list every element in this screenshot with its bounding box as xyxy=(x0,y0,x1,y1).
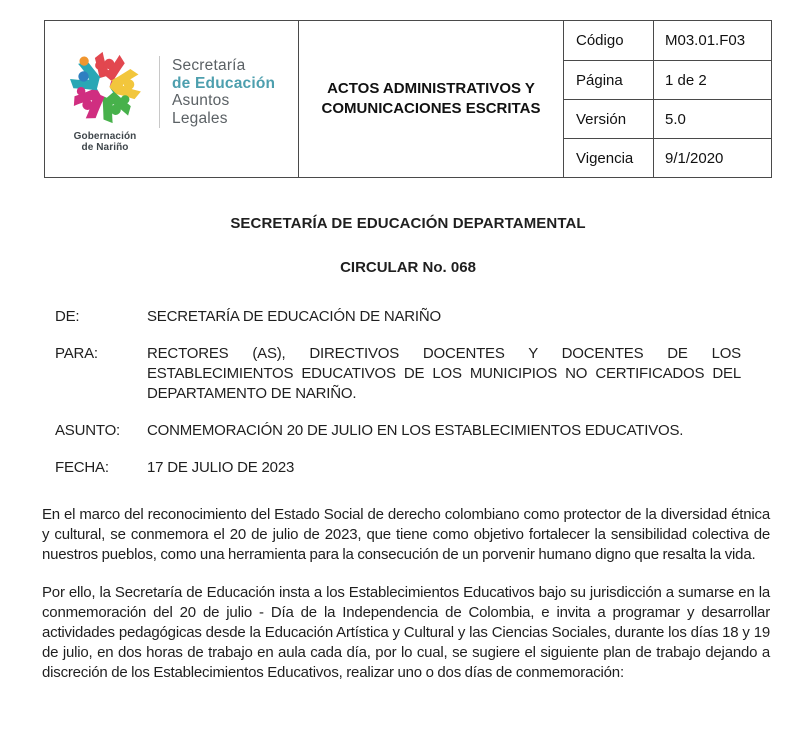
logo-divider xyxy=(159,56,160,128)
document-title: SECRETARÍA DE EDUCACIÓN DEPARTAMENTAL xyxy=(230,215,586,232)
entity-line-legales: Legales xyxy=(172,109,228,127)
field-value-fecha: 17 DE JULIO DE 2023 xyxy=(147,459,295,476)
logo-caption xyxy=(74,131,137,153)
gobernacion-nariño-star-logo-icon xyxy=(60,45,150,129)
entity-line-secretaria: Secretaría xyxy=(172,57,246,74)
field-label-asunto: ASUNTO: xyxy=(55,422,121,439)
meta-label-vigencia: Vigencia xyxy=(563,138,653,177)
meta-value-version: 5.0 xyxy=(653,99,771,138)
header-table xyxy=(44,20,772,178)
entity-line-asuntos: Asuntos xyxy=(172,92,230,109)
logo-caption-line2: de Nariño xyxy=(81,142,129,153)
meta-value-vigencia: 9/1/2020 xyxy=(653,138,771,177)
field-row-asunto xyxy=(55,421,741,441)
entity-line-de-educacion: de Educación xyxy=(172,74,276,92)
field-value-para: RECTORES (AS), DIRECTIVOS DOCENTES Y DOCENTES DE LOS ESTABLECIMIENTOS EDUCATIVOS DE LOS MUNICIPIOS NO CERTIFICADOS DEL DEPARTAMENTO DE NARIÑO. xyxy=(147,345,741,402)
meta-label-pagina: Página xyxy=(563,60,653,99)
memo-fields xyxy=(55,307,741,478)
body-paragraph-2: Por ello, la Secretaría de Educación insta a los Establecimientos Educativos bajo su jurisdicción a sumarse en la conmemoración del 20 de julio - Día de la Independencia de Colombia, e invita a programar y desarrollar actividades pedagógicas desde la Educación Artística y Cultural y las Ciencias Sociales, durante los días 18 y 19 de julio, en dos horas de trabajo en aula cada día, por lo cual, se sugiere el siguiente plan de trabajo dejando a discreción de los Establecimientos Educativos, realizar uno o dos días de conmemoración: xyxy=(42,584,770,681)
logo-block xyxy=(55,45,155,153)
field-value-de: SECRETARÍA DE EDUCACIÓN DE NARIÑO xyxy=(147,308,442,325)
meta-value-codigo: M03.01.F03 xyxy=(653,21,771,60)
meta-label-version: Versión xyxy=(563,99,653,138)
field-label-fecha: FECHA: xyxy=(55,459,109,476)
entity-name-block xyxy=(172,57,275,127)
field-value-asunto: CONMEMORACIÓN 20 DE JULIO EN LOS ESTABLECIMIENTOS EDUCATIVOS. xyxy=(147,422,684,439)
logo-caption-line1: Gobernación xyxy=(73,131,137,142)
form-title: ACTOS ADMINISTRATIVOS Y COMUNICACIONES ESCRITAS xyxy=(298,21,563,177)
field-row-fecha xyxy=(55,458,741,478)
body-paragraph-1: En el marco del reconocimiento del Estado Social de derecho colombiano como protector de la diversidad étnica y cultural, se conmemora el 20 de julio de 2023, que tiene como objetivo fortalecer la sensibilidad colectiva de nuestros pueblos, como una herramienta para la consecución de un porvenir humano digno que resalta la vida. xyxy=(42,506,770,563)
logo-cell xyxy=(45,21,298,177)
field-row-de xyxy=(55,307,741,327)
field-label-para: PARA: xyxy=(55,345,98,362)
field-row-para xyxy=(55,344,741,404)
circular-number: CIRCULAR No. 068 xyxy=(340,259,476,276)
meta-value-pagina: 1 de 2 xyxy=(653,60,771,99)
field-label-de: DE: xyxy=(55,308,80,325)
meta-label-codigo: Código xyxy=(563,21,653,60)
